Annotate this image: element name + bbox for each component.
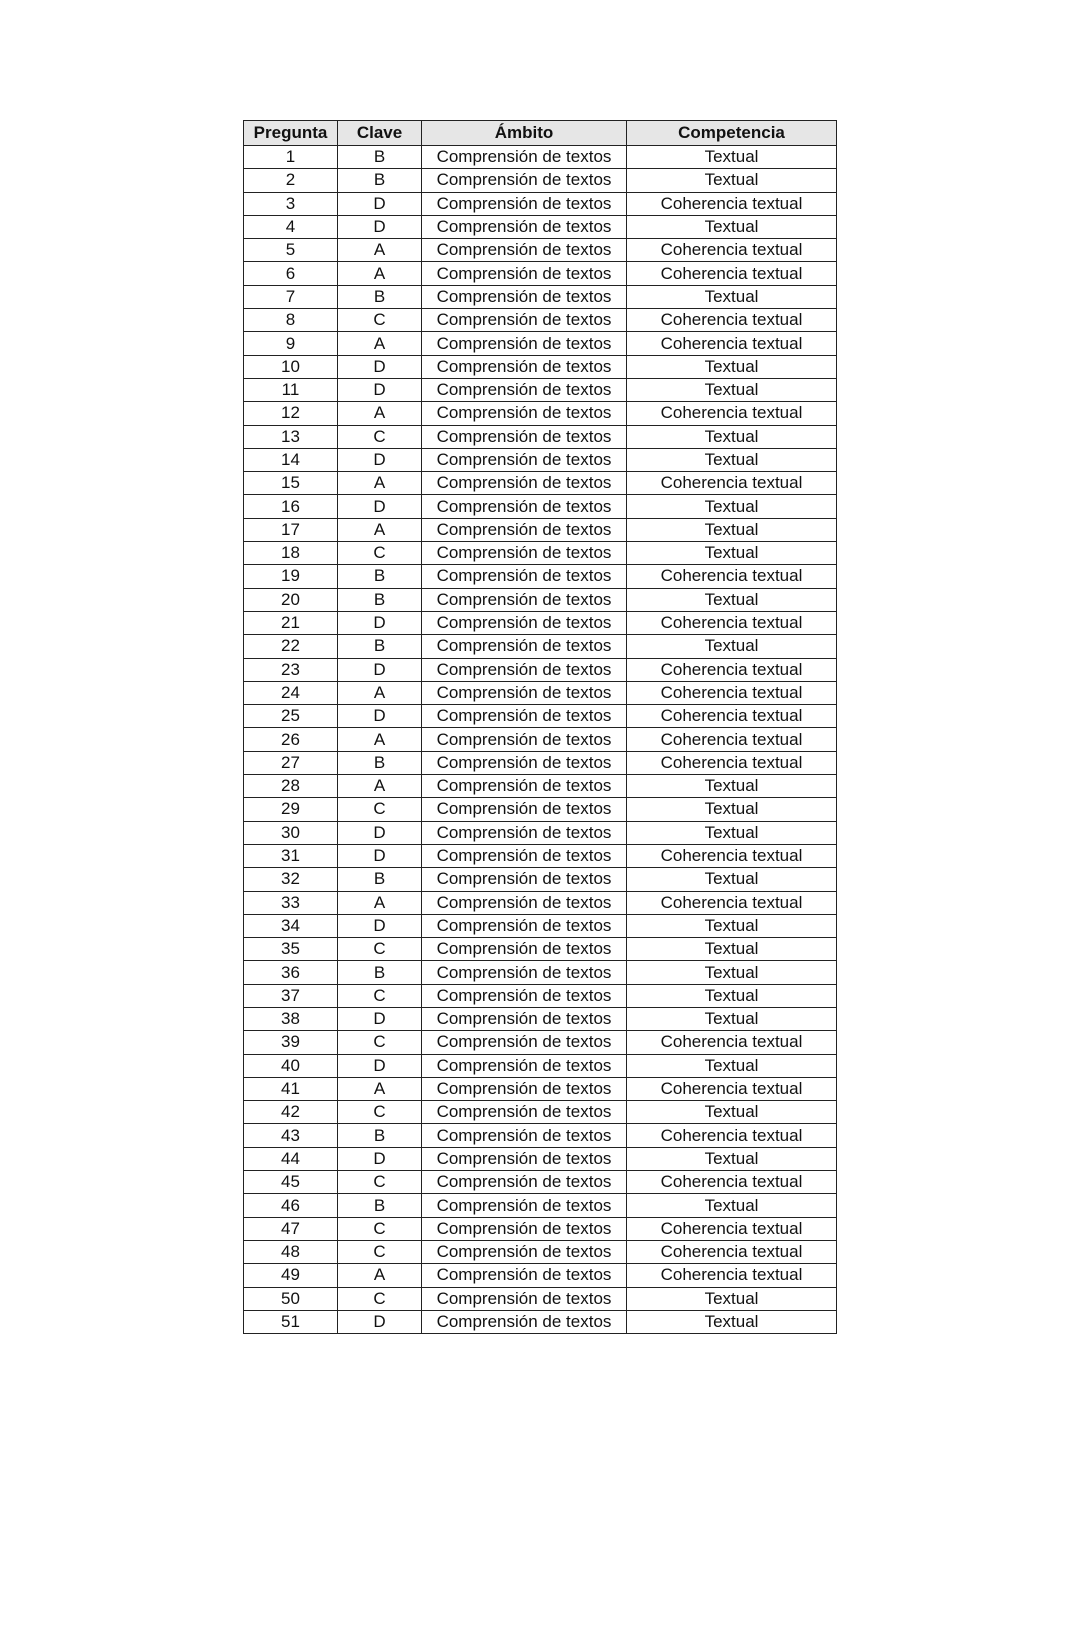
cell-ambito: Comprensión de textos	[422, 425, 627, 448]
cell-pregunta: 16	[244, 495, 338, 518]
table-row	[244, 1217, 837, 1240]
cell-competencia: Coherencia textual	[627, 891, 837, 914]
cell-clave: D	[338, 821, 422, 844]
cell-clave: A	[338, 681, 422, 704]
table-row	[244, 751, 837, 774]
cell-clave: C	[338, 938, 422, 961]
cell-competencia: Textual	[627, 285, 837, 308]
table-row	[244, 542, 837, 565]
table-row	[244, 938, 837, 961]
cell-pregunta: 38	[244, 1007, 338, 1030]
cell-pregunta: 22	[244, 635, 338, 658]
cell-competencia: Textual	[627, 425, 837, 448]
cell-ambito: Comprensión de textos	[422, 611, 627, 634]
cell-pregunta: 17	[244, 518, 338, 541]
cell-ambito: Comprensión de textos	[422, 588, 627, 611]
table-row	[244, 1264, 837, 1287]
cell-competencia: Coherencia textual	[627, 1264, 837, 1287]
cell-competencia: Textual	[627, 378, 837, 401]
cell-pregunta: 1	[244, 146, 338, 169]
cell-pregunta: 2	[244, 169, 338, 192]
table-row	[244, 309, 837, 332]
cell-clave: A	[338, 518, 422, 541]
cell-pregunta: 42	[244, 1101, 338, 1124]
cell-ambito: Comprensión de textos	[422, 1031, 627, 1054]
cell-competencia: Textual	[627, 821, 837, 844]
cell-competencia: Coherencia textual	[627, 565, 837, 588]
cell-pregunta: 9	[244, 332, 338, 355]
cell-pregunta: 45	[244, 1171, 338, 1194]
table-row	[244, 1124, 837, 1147]
cell-pregunta: 35	[244, 938, 338, 961]
cell-clave: A	[338, 262, 422, 285]
cell-pregunta: 27	[244, 751, 338, 774]
cell-competencia: Coherencia textual	[627, 192, 837, 215]
cell-ambito: Comprensión de textos	[422, 751, 627, 774]
cell-clave: B	[338, 285, 422, 308]
cell-competencia: Textual	[627, 169, 837, 192]
cell-clave: A	[338, 1264, 422, 1287]
table-row	[244, 611, 837, 634]
cell-competencia: Coherencia textual	[627, 239, 837, 262]
cell-pregunta: 44	[244, 1147, 338, 1170]
cell-ambito: Comprensión de textos	[422, 169, 627, 192]
table-row	[244, 821, 837, 844]
cell-ambito: Comprensión de textos	[422, 332, 627, 355]
table-row	[244, 448, 837, 471]
cell-ambito: Comprensión de textos	[422, 239, 627, 262]
table-row	[244, 798, 837, 821]
cell-clave: C	[338, 542, 422, 565]
cell-clave: B	[338, 146, 422, 169]
cell-ambito: Comprensión de textos	[422, 565, 627, 588]
table-row	[244, 402, 837, 425]
cell-competencia: Textual	[627, 1101, 837, 1124]
cell-competencia: Textual	[627, 1054, 837, 1077]
cell-pregunta: 19	[244, 565, 338, 588]
cell-ambito: Comprensión de textos	[422, 542, 627, 565]
cell-ambito: Comprensión de textos	[422, 1054, 627, 1077]
cell-competencia: Coherencia textual	[627, 705, 837, 728]
table-row	[244, 425, 837, 448]
header-row	[244, 121, 837, 146]
cell-ambito: Comprensión de textos	[422, 1310, 627, 1333]
cell-pregunta: 32	[244, 868, 338, 891]
cell-ambito: Comprensión de textos	[422, 1124, 627, 1147]
cell-ambito: Comprensión de textos	[422, 1240, 627, 1263]
cell-clave: A	[338, 891, 422, 914]
cell-pregunta: 18	[244, 542, 338, 565]
table-row	[244, 1171, 837, 1194]
cell-ambito: Comprensión de textos	[422, 1147, 627, 1170]
cell-competencia: Textual	[627, 914, 837, 937]
table-row	[244, 1194, 837, 1217]
table-row	[244, 192, 837, 215]
cell-ambito: Comprensión de textos	[422, 681, 627, 704]
cell-clave: C	[338, 1240, 422, 1263]
cell-clave: D	[338, 1147, 422, 1170]
cell-pregunta: 11	[244, 378, 338, 401]
cell-pregunta: 37	[244, 984, 338, 1007]
table-row	[244, 658, 837, 681]
cell-pregunta: 29	[244, 798, 338, 821]
cell-clave: D	[338, 448, 422, 471]
cell-pregunta: 51	[244, 1310, 338, 1333]
cell-competencia: Textual	[627, 984, 837, 1007]
cell-pregunta: 7	[244, 285, 338, 308]
cell-pregunta: 41	[244, 1077, 338, 1100]
cell-clave: A	[338, 728, 422, 751]
cell-ambito: Comprensión de textos	[422, 658, 627, 681]
cell-pregunta: 48	[244, 1240, 338, 1263]
cell-ambito: Comprensión de textos	[422, 448, 627, 471]
cell-competencia: Textual	[627, 518, 837, 541]
cell-pregunta: 39	[244, 1031, 338, 1054]
cell-clave: B	[338, 169, 422, 192]
cell-ambito: Comprensión de textos	[422, 1077, 627, 1100]
cell-competencia: Textual	[627, 1147, 837, 1170]
cell-competencia: Textual	[627, 775, 837, 798]
cell-pregunta: 50	[244, 1287, 338, 1310]
cell-clave: C	[338, 1217, 422, 1240]
table-row	[244, 262, 837, 285]
cell-clave: B	[338, 588, 422, 611]
cell-ambito: Comprensión de textos	[422, 262, 627, 285]
table-row	[244, 518, 837, 541]
cell-pregunta: 14	[244, 448, 338, 471]
cell-ambito: Comprensión de textos	[422, 215, 627, 238]
cell-competencia: Coherencia textual	[627, 751, 837, 774]
cell-competencia: Textual	[627, 1310, 837, 1333]
table-row	[244, 146, 837, 169]
cell-competencia: Coherencia textual	[627, 844, 837, 867]
cell-ambito: Comprensión de textos	[422, 495, 627, 518]
cell-ambito: Comprensión de textos	[422, 518, 627, 541]
header-ambito: Ámbito	[422, 121, 627, 146]
cell-competencia: Coherencia textual	[627, 1240, 837, 1263]
cell-clave: D	[338, 192, 422, 215]
cell-pregunta: 46	[244, 1194, 338, 1217]
table-row	[244, 588, 837, 611]
cell-pregunta: 40	[244, 1054, 338, 1077]
cell-clave: C	[338, 984, 422, 1007]
cell-clave: C	[338, 1101, 422, 1124]
table-row	[244, 378, 837, 401]
cell-pregunta: 21	[244, 611, 338, 634]
cell-ambito: Comprensión de textos	[422, 1101, 627, 1124]
cell-pregunta: 10	[244, 355, 338, 378]
table-row	[244, 472, 837, 495]
cell-pregunta: 3	[244, 192, 338, 215]
cell-clave: D	[338, 844, 422, 867]
cell-competencia: Coherencia textual	[627, 262, 837, 285]
cell-ambito: Comprensión de textos	[422, 961, 627, 984]
table-row	[244, 914, 837, 937]
cell-clave: D	[338, 495, 422, 518]
cell-clave: C	[338, 425, 422, 448]
cell-competencia: Textual	[627, 1194, 837, 1217]
cell-ambito: Comprensión de textos	[422, 472, 627, 495]
cell-ambito: Comprensión de textos	[422, 146, 627, 169]
table-row	[244, 239, 837, 262]
cell-clave: D	[338, 705, 422, 728]
table-row	[244, 728, 837, 751]
cell-clave: D	[338, 658, 422, 681]
cell-competencia: Coherencia textual	[627, 1077, 837, 1100]
table-row	[244, 355, 837, 378]
cell-competencia: Coherencia textual	[627, 332, 837, 355]
cell-pregunta: 6	[244, 262, 338, 285]
table-row	[244, 1054, 837, 1077]
header-pregunta: Pregunta	[244, 121, 338, 146]
cell-pregunta: 13	[244, 425, 338, 448]
cell-ambito: Comprensión de textos	[422, 938, 627, 961]
table-row	[244, 844, 837, 867]
cell-pregunta: 36	[244, 961, 338, 984]
cell-competencia: Coherencia textual	[627, 658, 837, 681]
cell-competencia: Textual	[627, 938, 837, 961]
cell-clave: B	[338, 751, 422, 774]
cell-competencia: Textual	[627, 798, 837, 821]
cell-ambito: Comprensión de textos	[422, 914, 627, 937]
cell-clave: C	[338, 798, 422, 821]
cell-clave: C	[338, 1287, 422, 1310]
table-row	[244, 681, 837, 704]
table-row	[244, 1287, 837, 1310]
cell-clave: D	[338, 215, 422, 238]
cell-clave: D	[338, 355, 422, 378]
cell-competencia: Textual	[627, 355, 837, 378]
cell-ambito: Comprensión de textos	[422, 1287, 627, 1310]
cell-competencia: Coherencia textual	[627, 1124, 837, 1147]
cell-pregunta: 5	[244, 239, 338, 262]
cell-clave: D	[338, 611, 422, 634]
table-row	[244, 705, 837, 728]
cell-competencia: Coherencia textual	[627, 472, 837, 495]
cell-ambito: Comprensión de textos	[422, 192, 627, 215]
table-row	[244, 565, 837, 588]
cell-ambito: Comprensión de textos	[422, 1217, 627, 1240]
cell-clave: C	[338, 1171, 422, 1194]
table-row	[244, 868, 837, 891]
cell-ambito: Comprensión de textos	[422, 775, 627, 798]
cell-clave: B	[338, 565, 422, 588]
cell-ambito: Comprensión de textos	[422, 635, 627, 658]
cell-ambito: Comprensión de textos	[422, 844, 627, 867]
header-clave: Clave	[338, 121, 422, 146]
cell-competencia: Textual	[627, 1287, 837, 1310]
cell-competencia: Textual	[627, 215, 837, 238]
table-body	[244, 146, 837, 1334]
cell-clave: B	[338, 1194, 422, 1217]
cell-clave: A	[338, 775, 422, 798]
cell-clave: D	[338, 1007, 422, 1030]
cell-pregunta: 30	[244, 821, 338, 844]
cell-ambito: Comprensión de textos	[422, 728, 627, 751]
cell-ambito: Comprensión de textos	[422, 1194, 627, 1217]
table-row	[244, 1310, 837, 1333]
cell-competencia: Textual	[627, 868, 837, 891]
cell-competencia: Coherencia textual	[627, 1031, 837, 1054]
cell-ambito: Comprensión de textos	[422, 798, 627, 821]
cell-pregunta: 31	[244, 844, 338, 867]
cell-pregunta: 15	[244, 472, 338, 495]
cell-competencia: Textual	[627, 1007, 837, 1030]
cell-pregunta: 24	[244, 681, 338, 704]
cell-pregunta: 23	[244, 658, 338, 681]
cell-clave: C	[338, 1031, 422, 1054]
table-row	[244, 169, 837, 192]
table-row	[244, 495, 837, 518]
cell-ambito: Comprensión de textos	[422, 984, 627, 1007]
cell-pregunta: 49	[244, 1264, 338, 1287]
cell-ambito: Comprensión de textos	[422, 378, 627, 401]
cell-competencia: Coherencia textual	[627, 402, 837, 425]
cell-clave: A	[338, 239, 422, 262]
table-row	[244, 1147, 837, 1170]
cell-pregunta: 25	[244, 705, 338, 728]
cell-ambito: Comprensión de textos	[422, 1007, 627, 1030]
cell-pregunta: 28	[244, 775, 338, 798]
cell-pregunta: 12	[244, 402, 338, 425]
cell-competencia: Textual	[627, 961, 837, 984]
cell-pregunta: 47	[244, 1217, 338, 1240]
cell-ambito: Comprensión de textos	[422, 355, 627, 378]
cell-competencia: Coherencia textual	[627, 681, 837, 704]
cell-clave: D	[338, 914, 422, 937]
cell-clave: A	[338, 472, 422, 495]
cell-pregunta: 43	[244, 1124, 338, 1147]
cell-pregunta: 8	[244, 309, 338, 332]
cell-ambito: Comprensión de textos	[422, 891, 627, 914]
cell-competencia: Coherencia textual	[627, 309, 837, 332]
cell-clave: A	[338, 332, 422, 355]
cell-pregunta: 33	[244, 891, 338, 914]
cell-ambito: Comprensión de textos	[422, 1171, 627, 1194]
cell-competencia: Coherencia textual	[627, 1217, 837, 1240]
cell-competencia: Textual	[627, 146, 837, 169]
table-row	[244, 775, 837, 798]
cell-clave: B	[338, 635, 422, 658]
cell-pregunta: 20	[244, 588, 338, 611]
table-row	[244, 1240, 837, 1263]
cell-competencia: Textual	[627, 635, 837, 658]
cell-ambito: Comprensión de textos	[422, 868, 627, 891]
cell-ambito: Comprensión de textos	[422, 705, 627, 728]
cell-clave: D	[338, 1310, 422, 1333]
table-row	[244, 984, 837, 1007]
cell-ambito: Comprensión de textos	[422, 285, 627, 308]
table-row	[244, 285, 837, 308]
cell-competencia: Coherencia textual	[627, 1171, 837, 1194]
table-row	[244, 635, 837, 658]
answer-key-table	[243, 120, 837, 1334]
cell-clave: A	[338, 402, 422, 425]
cell-ambito: Comprensión de textos	[422, 821, 627, 844]
cell-clave: B	[338, 868, 422, 891]
table-row	[244, 332, 837, 355]
cell-clave: B	[338, 961, 422, 984]
cell-ambito: Comprensión de textos	[422, 1264, 627, 1287]
cell-competencia: Textual	[627, 448, 837, 471]
table-row	[244, 961, 837, 984]
table-row	[244, 1101, 837, 1124]
table-row	[244, 891, 837, 914]
cell-pregunta: 4	[244, 215, 338, 238]
cell-competencia: Coherencia textual	[627, 728, 837, 751]
cell-ambito: Comprensión de textos	[422, 402, 627, 425]
cell-clave: D	[338, 1054, 422, 1077]
cell-pregunta: 34	[244, 914, 338, 937]
cell-competencia: Textual	[627, 542, 837, 565]
cell-clave: D	[338, 378, 422, 401]
header-competencia: Competencia	[627, 121, 837, 146]
cell-ambito: Comprensión de textos	[422, 309, 627, 332]
cell-competencia: Textual	[627, 495, 837, 518]
table-row	[244, 215, 837, 238]
table-row	[244, 1007, 837, 1030]
cell-pregunta: 26	[244, 728, 338, 751]
cell-clave: C	[338, 309, 422, 332]
cell-clave: B	[338, 1124, 422, 1147]
cell-competencia: Coherencia textual	[627, 611, 837, 634]
table-row	[244, 1077, 837, 1100]
cell-clave: A	[338, 1077, 422, 1100]
cell-competencia: Textual	[627, 588, 837, 611]
table-row	[244, 1031, 837, 1054]
